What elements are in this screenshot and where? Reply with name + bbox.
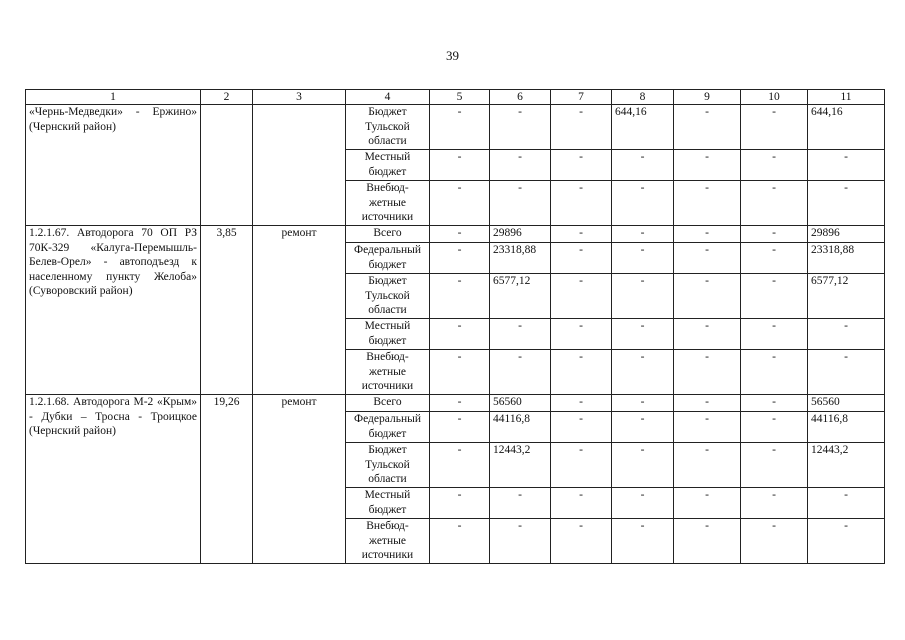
value-cell-col11: 29896 [808,226,885,243]
funding-source-cell: Всего [346,395,430,412]
value-cell-col6: - [490,488,551,519]
funding-source-cell: Федеральный бюджет [346,243,430,274]
value-cell-col10: - [741,488,808,519]
value-cell-col10: - [741,519,808,564]
value-cell-col8: - [612,150,674,181]
length-cell: 19,26 [201,395,253,564]
value-cell-col11: - [808,488,885,519]
funding-source-cell: Федеральный бюджет [346,412,430,443]
value-cell-col11: 56560 [808,395,885,412]
value-cell-col6: 23318,88 [490,243,551,274]
funding-source-cell: Всего [346,226,430,243]
value-cell-col9: - [674,105,741,150]
value-cell-col9: - [674,412,741,443]
work-type-cell [253,105,346,226]
value-cell-col9: - [674,274,741,319]
value-cell-col6: 6577,12 [490,274,551,319]
value-cell-col8: 644,16 [612,105,674,150]
header-cell: 6 [490,90,551,105]
header-row [26,90,885,105]
value-cell-col9: - [674,243,741,274]
value-cell-col7: - [551,412,612,443]
value-cell-col7: - [551,395,612,412]
value-cell-col6: - [490,150,551,181]
funding-source-cell: Внебюд-жетные источники [346,350,430,395]
header-cell: 7 [551,90,612,105]
header-cell: 4 [346,90,430,105]
value-cell-col6: 29896 [490,226,551,243]
header-cell: 5 [430,90,490,105]
value-cell-col7: - [551,226,612,243]
value-cell-col7: - [551,105,612,150]
value-cell-col9: - [674,150,741,181]
value-cell-col10: - [741,243,808,274]
object-name-cell: 1.2.1.67. Автодорога 70 ОП РЗ 70К-329 «Калуга-Перемышль-Белев-Орел» - автоподъезд к населенному пункту Желоба» (Суворовский район) [26,226,201,395]
value-cell-col6: - [490,519,551,564]
funding-source-cell: Бюджет Тульской области [346,443,430,488]
value-cell-col11: 6577,12 [808,274,885,319]
header-cell: 9 [674,90,741,105]
value-cell-col8: - [612,395,674,412]
work-type-cell: ремонт [253,226,346,395]
value-cell-col6: 56560 [490,395,551,412]
value-cell-col8: - [612,519,674,564]
funding-source-cell: Бюджет Тульской области [346,105,430,150]
value-cell-col5: - [430,274,490,319]
value-cell-col11: 644,16 [808,105,885,150]
value-cell-col10: - [741,181,808,226]
value-cell-col8: - [612,274,674,319]
value-cell-col5: - [430,181,490,226]
value-cell-col7: - [551,243,612,274]
value-cell-col11: 44116,8 [808,412,885,443]
funding-source-cell: Внебюд-жетные источники [346,181,430,226]
object-name-cell: 1.2.1.68. Автодорога М-2 «Крым» - Дубки – Тросна - Троицкое (Чернский район) [26,395,201,564]
value-cell-col5: - [430,350,490,395]
value-cell-col6: - [490,105,551,150]
header-cell: 1 [26,90,201,105]
value-cell-col8: - [612,226,674,243]
value-cell-col10: - [741,412,808,443]
value-cell-col11: - [808,150,885,181]
value-cell-col8: - [612,181,674,226]
program-table [25,89,885,564]
value-cell-col5: - [430,519,490,564]
value-cell-col5: - [430,395,490,412]
value-cell-col11: - [808,519,885,564]
funding-source-cell: Бюджет Тульской области [346,274,430,319]
header-cell: 10 [741,90,808,105]
value-cell-col7: - [551,350,612,395]
page-number: 39 [446,48,459,63]
funding-source-cell: Внебюд-жетные источники [346,519,430,564]
value-cell-col9: - [674,395,741,412]
value-cell-col7: - [551,488,612,519]
value-cell-col5: - [430,105,490,150]
value-cell-col9: - [674,519,741,564]
value-cell-col10: - [741,274,808,319]
value-cell-col6: - [490,319,551,350]
value-cell-col9: - [674,319,741,350]
value-cell-col9: - [674,443,741,488]
value-cell-col8: - [612,243,674,274]
value-cell-col8: - [612,412,674,443]
header-cell: 3 [253,90,346,105]
value-cell-col11: - [808,350,885,395]
value-cell-col7: - [551,274,612,319]
value-cell-col8: - [612,319,674,350]
value-cell-col7: - [551,150,612,181]
value-cell-col8: - [612,350,674,395]
value-cell-col5: - [430,319,490,350]
value-cell-col9: - [674,488,741,519]
work-type-cell: ремонт [253,395,346,564]
funding-source-cell: Местный бюджет [346,150,430,181]
table-row [26,105,885,150]
value-cell-col7: - [551,519,612,564]
table-row [26,226,885,243]
value-cell-col5: - [430,226,490,243]
value-cell-col5: - [430,488,490,519]
value-cell-col7: - [551,181,612,226]
value-cell-col6: - [490,350,551,395]
value-cell-col11: - [808,181,885,226]
length-cell: 3,85 [201,226,253,395]
value-cell-col8: - [612,488,674,519]
value-cell-col5: - [430,443,490,488]
value-cell-col9: - [674,350,741,395]
value-cell-col11: 23318,88 [808,243,885,274]
value-cell-col5: - [430,243,490,274]
value-cell-col7: - [551,319,612,350]
value-cell-col6: - [490,181,551,226]
funding-source-cell: Местный бюджет [346,488,430,519]
value-cell-col10: - [741,319,808,350]
object-name-cell: «Чернь-Медведки» - Ержино» (Чернский район) [26,105,201,226]
value-cell-col10: - [741,443,808,488]
value-cell-col9: - [674,181,741,226]
value-cell-col8: - [612,443,674,488]
funding-source-cell: Местный бюджет [346,319,430,350]
value-cell-col10: - [741,150,808,181]
value-cell-col6: 12443,2 [490,443,551,488]
length-cell [201,105,253,226]
header-cell: 11 [808,90,885,105]
header-cell: 2 [201,90,253,105]
table-row [26,395,885,412]
header-cell: 8 [612,90,674,105]
value-cell-col11: - [808,319,885,350]
value-cell-col10: - [741,105,808,150]
value-cell-col9: - [674,226,741,243]
value-cell-col6: 44116,8 [490,412,551,443]
value-cell-col11: 12443,2 [808,443,885,488]
value-cell-col10: - [741,226,808,243]
value-cell-col7: - [551,443,612,488]
value-cell-col5: - [430,412,490,443]
value-cell-col10: - [741,350,808,395]
value-cell-col5: - [430,150,490,181]
value-cell-col10: - [741,395,808,412]
